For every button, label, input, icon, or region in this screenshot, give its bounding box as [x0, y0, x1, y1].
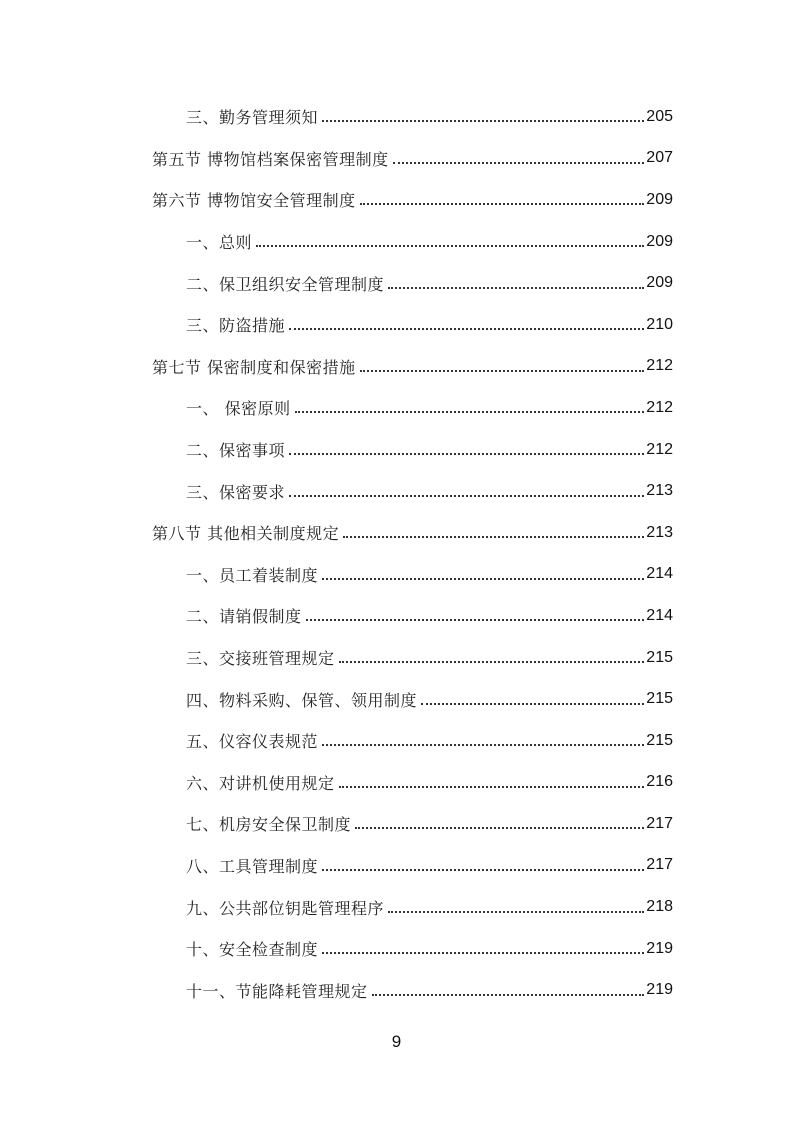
dot-leader: [322, 119, 644, 122]
dot-leader: [322, 743, 644, 746]
dot-leader: [289, 494, 644, 497]
toc-entry[interactable]: [152, 928, 673, 970]
dot-leader: [289, 452, 644, 455]
toc-entry[interactable]: [152, 554, 673, 596]
toc-entry-title: 六、对讲机使用规定: [186, 771, 337, 794]
toc-entry-page: 210: [646, 315, 673, 333]
toc-entry-page: 216: [646, 773, 673, 791]
toc-entry-page: 209: [646, 274, 673, 292]
toc-entry[interactable]: [152, 595, 673, 637]
dot-leader: [322, 951, 644, 954]
table-of-contents: [152, 96, 673, 1011]
toc-entry[interactable]: [152, 221, 673, 263]
toc-entry[interactable]: [152, 720, 673, 762]
toc-entry-title: 二、保卫组织安全管理制度: [186, 272, 386, 295]
toc-section-entry[interactable]: [152, 346, 673, 388]
toc-entry-title: 一、员工着装制度: [186, 563, 320, 586]
toc-entry-title: 一、总则: [186, 230, 254, 253]
toc-entry-page: 209: [646, 232, 673, 250]
dot-leader: [289, 327, 644, 330]
toc-entry-page: 215: [646, 690, 673, 708]
toc-entry[interactable]: [152, 803, 673, 845]
toc-entry[interactable]: [152, 678, 673, 720]
toc-entry-title: 第五节 博物馆档案保密管理制度: [152, 147, 391, 170]
toc-section-entry[interactable]: [152, 138, 673, 180]
dot-leader: [322, 577, 644, 580]
toc-entry-page: 207: [646, 149, 673, 167]
toc-entry[interactable]: [152, 387, 673, 429]
toc-entry-title: 第八节 其他相关制度规定: [152, 521, 341, 544]
toc-entry[interactable]: [152, 262, 673, 304]
toc-entry-title: 一、 保密原则: [186, 396, 293, 419]
toc-entry-page: 219: [646, 981, 673, 999]
toc-entry-title: 三、防盗措施: [186, 313, 287, 336]
toc-entry[interactable]: [152, 886, 673, 928]
toc-entry-title: 九、公共部位钥匙管理程序: [186, 896, 386, 919]
toc-entry-title: 五、仪容仪表规范: [186, 729, 320, 752]
dot-leader: [388, 286, 644, 289]
dot-leader: [339, 660, 645, 663]
toc-entry-title: 十一、节能降耗管理规定: [186, 979, 370, 1002]
toc-entry-title: 八、工具管理制度: [186, 854, 320, 877]
page-number: 9: [391, 1032, 402, 1051]
toc-entry-title: 第七节 保密制度和保密措施: [152, 355, 358, 378]
toc-entry-title: 三、交接班管理规定: [186, 646, 337, 669]
toc-section-entry[interactable]: [152, 179, 673, 221]
dot-leader: [372, 993, 645, 996]
dot-leader: [343, 535, 644, 538]
dot-leader: [393, 161, 645, 164]
dot-leader: [360, 369, 645, 372]
toc-entry-page: 213: [646, 482, 673, 500]
dot-leader: [421, 702, 644, 705]
dot-leader: [322, 868, 644, 871]
toc-entry-page: 217: [646, 814, 673, 832]
toc-entry-page: 209: [646, 190, 673, 208]
dot-leader: [360, 202, 645, 205]
dot-leader: [355, 826, 644, 829]
toc-entry[interactable]: [152, 429, 673, 471]
toc-entry-title: 二、请销假制度: [186, 604, 304, 627]
toc-entry-page: 214: [646, 565, 673, 583]
toc-entry-title: 三、保密要求: [186, 480, 287, 503]
toc-entry[interactable]: [152, 470, 673, 512]
toc-entry-title: 七、机房安全保卫制度: [186, 812, 353, 835]
toc-entry[interactable]: [152, 845, 673, 887]
toc-entry[interactable]: [152, 304, 673, 346]
toc-entry-page: 212: [646, 398, 673, 416]
toc-entry[interactable]: [152, 762, 673, 804]
toc-entry-page: 217: [646, 856, 673, 874]
toc-entry-page: 212: [646, 440, 673, 458]
toc-entry-page: 219: [646, 939, 673, 957]
toc-entry-page: 215: [646, 731, 673, 749]
toc-entry-title: 四、物料采购、保管、领用制度: [186, 688, 419, 711]
toc-entry-title: 十、安全检查制度: [186, 937, 320, 960]
toc-entry[interactable]: [152, 637, 673, 679]
toc-entry-page: 205: [646, 107, 673, 125]
dot-leader: [256, 244, 644, 247]
toc-entry-page: 213: [646, 523, 673, 541]
toc-entry-title: 二、保密事项: [186, 438, 287, 461]
toc-entry[interactable]: [152, 96, 673, 138]
toc-entry-page: 215: [646, 648, 673, 666]
dot-leader: [295, 410, 645, 413]
dot-leader: [388, 910, 644, 913]
toc-entry-page: 218: [646, 898, 673, 916]
toc-section-entry[interactable]: [152, 512, 673, 554]
dot-leader: [339, 785, 645, 788]
toc-entry-title: 三、勤务管理须知: [186, 105, 320, 128]
toc-entry[interactable]: [152, 969, 673, 1011]
toc-entry-title: 第六节 博物馆安全管理制度: [152, 188, 358, 211]
dot-leader: [306, 618, 645, 621]
toc-entry-page: 214: [646, 606, 673, 624]
toc-entry-page: 212: [646, 357, 673, 375]
